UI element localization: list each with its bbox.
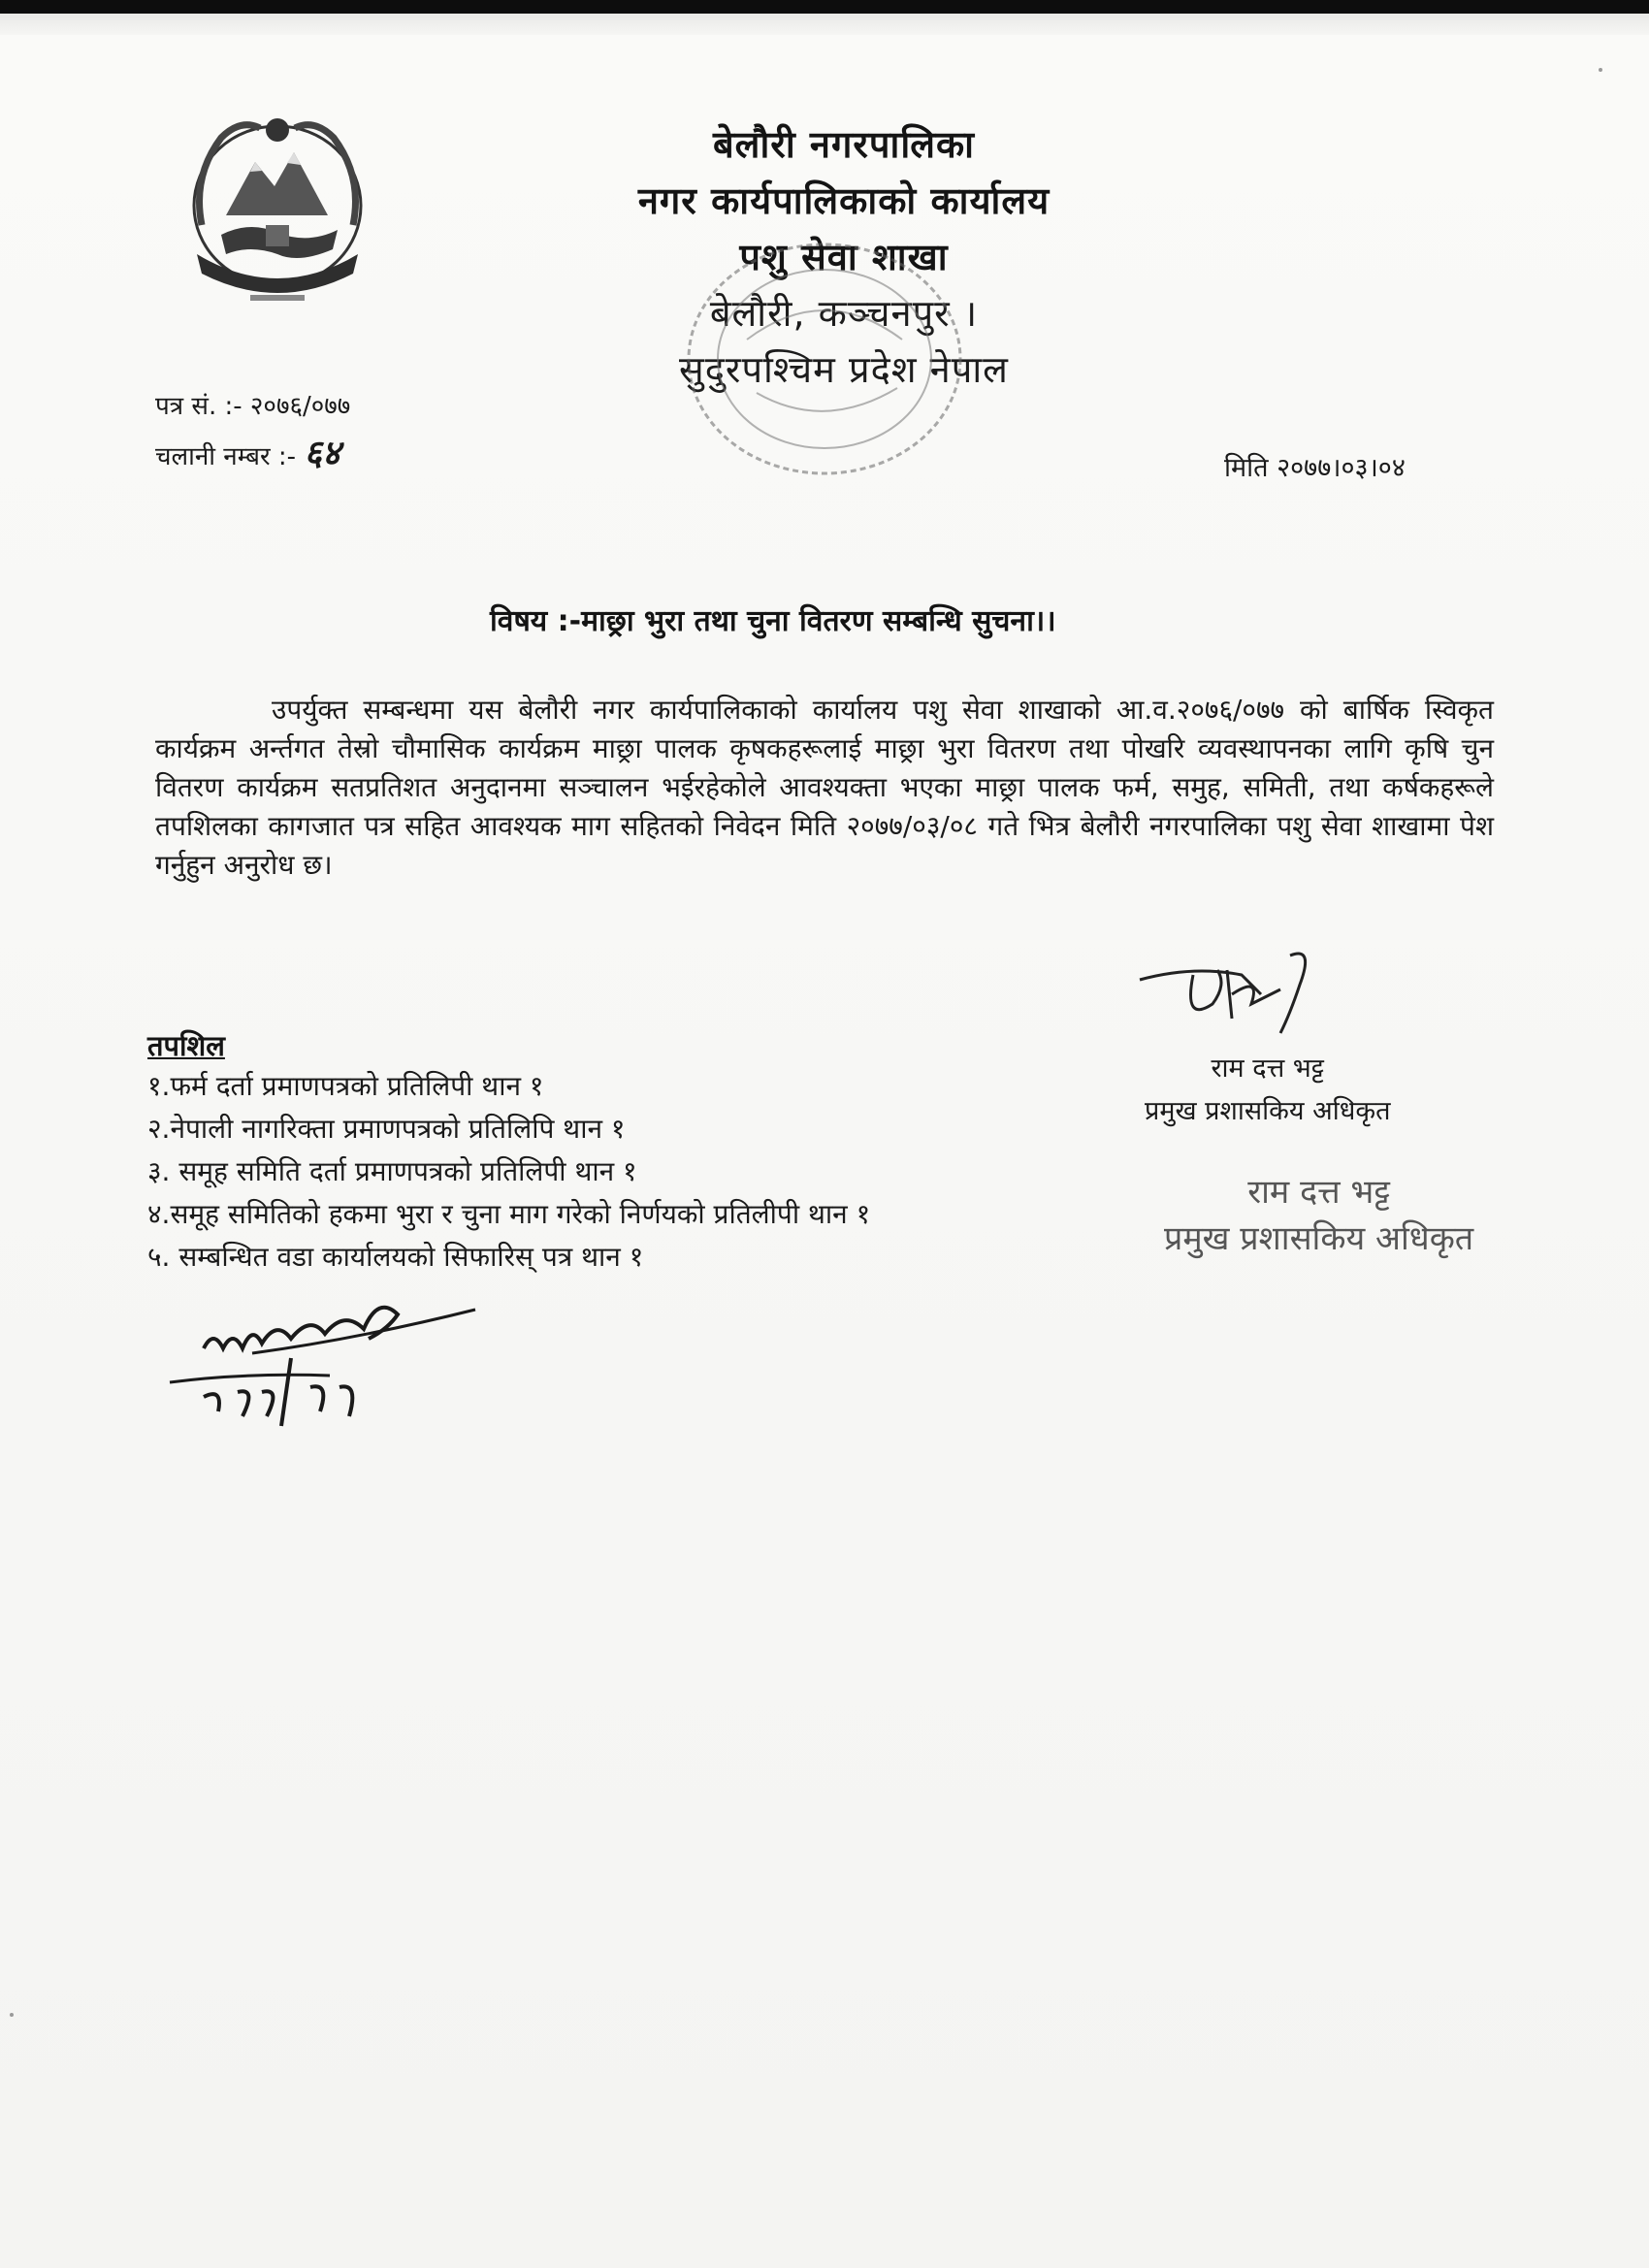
list-item: ३. समूह समिति दर्ता प्रमाणपत्रको प्रतिलिपी थान १ [147,1155,637,1187]
handwritten-initials-icon [165,1290,485,1436]
name-stamp [1164,1169,1473,1262]
office-address: बेलौरी, कञ्चनपुर । [709,292,979,335]
signatory-title: प्रमुख प्रशासकिय अधिकृत [1145,1096,1391,1126]
stamp-name: राम दत्त भट्ट [1247,1173,1390,1212]
list-item: २.नेपाली नागरिक्ता प्रमाणपत्रको प्रतिलिपि थान १ [147,1113,626,1145]
letter-number-label: पत्र सं. :- [155,392,250,421]
nepal-emblem-icon [182,109,372,314]
office-seal-icon [669,223,980,495]
attachments-list [147,1065,870,1279]
letter-number-row [155,383,350,430]
list-item: ४.समूह समितिको हकमा भुरा र चुना माग गरेको निर्णयको प्रतिलीपी थान १ [147,1198,871,1230]
list-item: १.फर्म दर्ता प्रमाणपत्रको प्रतिलिपी थान १ [147,1070,544,1102]
scan-top-shadow [0,14,1649,35]
municipality-name: बेलौरी नगरपालिका [712,123,975,166]
section-name: पशु सेवा शाखा [739,236,949,278]
signatory-block [1145,1048,1390,1133]
list-item: ५. सम्बन्धित वडा कार्यालयको सिफारिस् पत्र थान १ [147,1241,644,1273]
province-country: सुदुरपश्चिम प्रदेश नेपाल [679,348,1009,391]
letter-body [155,691,1494,885]
letter-date: मिति २०७७।०३।०४ [1224,453,1406,483]
dispatch-number-row [155,430,350,480]
letter-body-text: उपर्युक्त सम्बन्धमा यस बेलौरी नगर कार्यपालिकाको कार्यालय पशु सेवा शाखाको आ.व.२०७६/०७७ को बार्षिक स्विकृत कार्यक्रम अर्न्तगत तेस्रो चौमासिक कार्यक्रम माछ्रा पालक कृषकहरूलाई माछ्रा भुरा वितरण तथा पोखरि व्यवस्थापनका लागि कृषि चुन वितरण कार्यक्रम सतप्रतिशत अनुदानमा सञ्चालन भईरहेकोले आवश्यक्ता भएका माछ्रा पालक फर्म, समुह, समिती, तथा कर्षकहरूले तपशिलका कागजात पत्र सहित आवश्यक माग सहितको निवेदन मिति २०७७/०३/०८ गते भित्र बेलौरी नगरपालिका पशु सेवा शाखामा पेश गर्नुहुन अनुरोध छ। [155,694,1494,881]
signatory-name: राम दत्त भट्ट [1211,1053,1324,1084]
signature-icon [1135,936,1329,1043]
scan-top-edge [0,0,1649,14]
stamp-title: प्रमुख प्रशासकिय अधिकृत [1164,1219,1474,1258]
scan-speck [1599,68,1602,72]
office-name: नगर कार्यपालिकाको कार्यालय [637,179,1051,222]
letter-subject: विषय :-माछ्रा भुरा तथा चुना वितरण सम्बन्धि सुचना।। [490,604,1056,638]
attachments-title: तपशिल [147,1029,225,1062]
dispatch-number-value: ६४ [304,433,340,473]
letter-number-value: २०७६/०७७ [249,392,351,421]
dispatch-number-label: चलानी नम्बर :- [155,442,305,471]
reference-block [155,383,350,480]
scan-speck [10,2013,14,2017]
